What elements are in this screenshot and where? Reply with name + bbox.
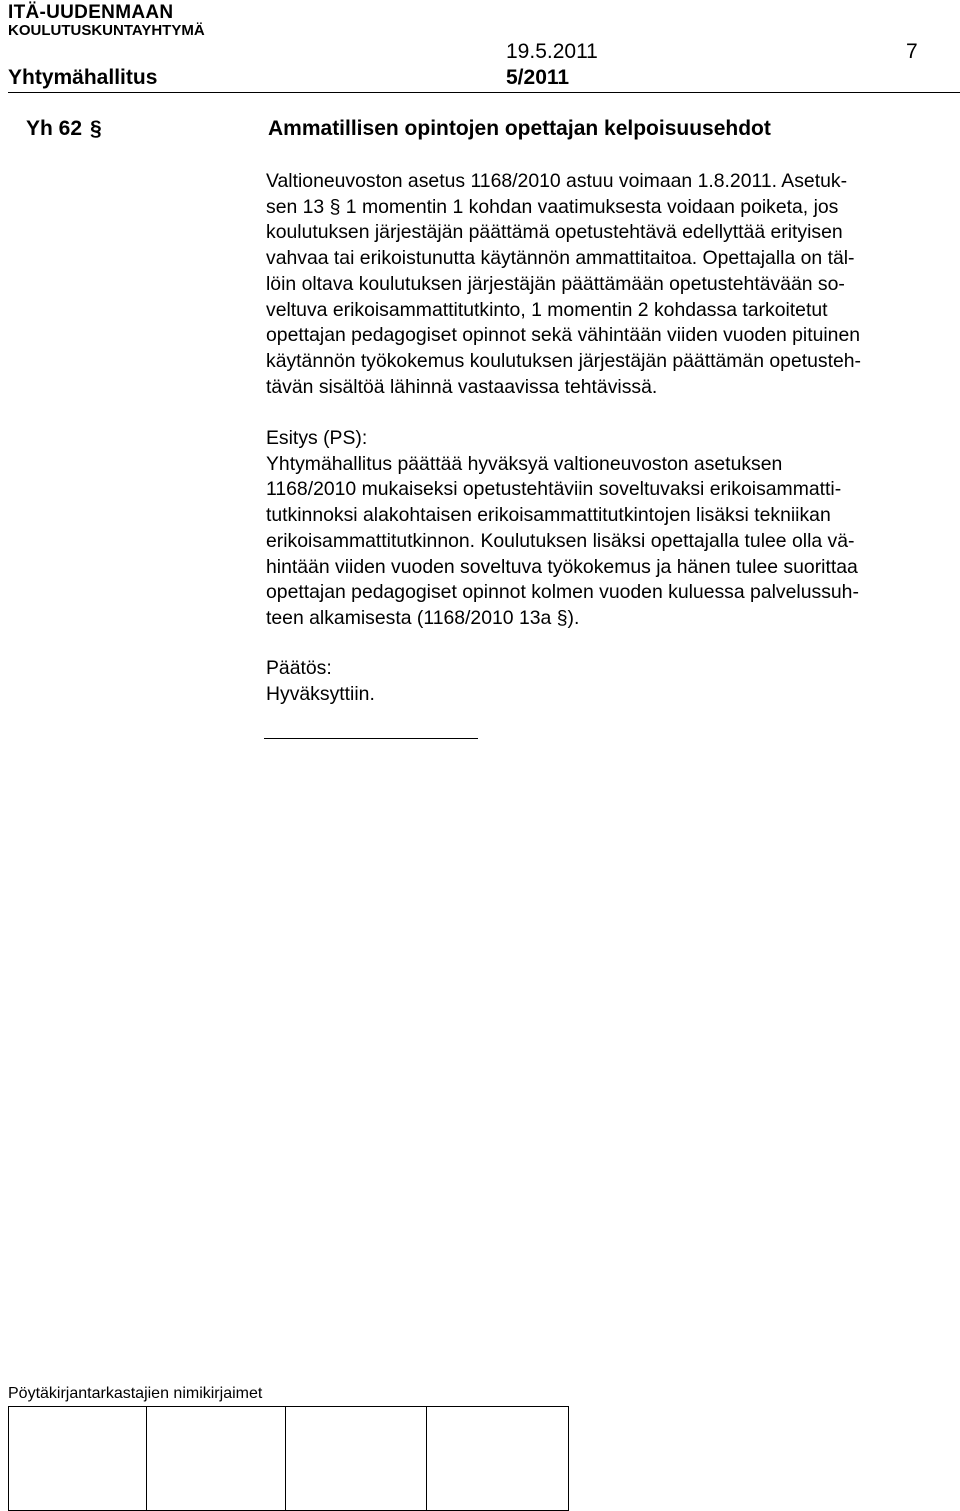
text-line: opettajan pedagogiset opinnot sekä vähintään viiden vuoden pituinen xyxy=(266,324,861,347)
section-title: Ammatillisen opintojen opettajan kelpoisuusehdot xyxy=(268,117,771,140)
footer-label: Pöytäkirjantarkastajien nimikirjaimet xyxy=(8,1385,263,1402)
proposal-label: Esitys (PS): xyxy=(266,427,368,449)
section-number: Yh 62 xyxy=(26,117,83,140)
header-divider xyxy=(8,92,960,93)
text-line: löin oltava koulutuksen järjestäjän päättämään opetustehtävään so- xyxy=(266,272,845,295)
text-line: vahvaa tai erikoistunutta käytännön ammattitaitoa. Opettajalla on täl- xyxy=(266,247,855,270)
organization-name: ITÄ-UUDENMAAN xyxy=(8,2,174,23)
body-paragraph xyxy=(266,169,861,400)
text-line: erikoisammattitutkinnon. Koulutuksen lisäksi opettajalla tulee olla vä- xyxy=(266,529,855,552)
decision-block xyxy=(266,656,375,707)
text-line: tävän sisältöä lähinnä vastaavissa tehtävissä. xyxy=(266,375,658,398)
text-line: tutkinnoksi alakohtaisen erikoisammattitutkintojen lisäksi tekniikan xyxy=(266,504,831,527)
text-line: hintään viiden vuoden soveltuva työkokemus ja hänen tulee suorittaa xyxy=(266,555,858,578)
initials-cell xyxy=(147,1407,286,1511)
text-line: 1168/2010 mukaiseksi opetustehtäviin soveltuvaksi erikoisammatti- xyxy=(266,478,842,501)
initials-cell xyxy=(286,1407,427,1511)
text-line: veltuva erikoisammattitutkinto, 1 momentin 2 kohdassa tarkoitetut xyxy=(266,298,828,321)
text-line: Yhtymähallitus päättää hyväksyä valtioneuvoston asetuksen xyxy=(266,452,783,475)
meeting-date: 19.5.2011 xyxy=(506,40,598,63)
text-line: teen alkamisesta (1168/2010 13a §). xyxy=(266,606,580,629)
decision-label: Päätös: xyxy=(266,657,332,679)
initials-cell xyxy=(427,1407,569,1511)
organization-subtitle: KOULUTUSKUNTAYHTYMÄ xyxy=(8,22,205,39)
proposal-block xyxy=(266,426,859,632)
initials-cell xyxy=(9,1407,147,1511)
initials-table xyxy=(8,1406,569,1511)
text-line: käytännön työkokemus koulutuksen järjestäjän päättämän opetusteh- xyxy=(266,349,862,372)
meeting-number: 5/2011 xyxy=(506,66,570,89)
text-line: opettajan pedagogiset opinnot kolmen vuoden kuluessa palvelussuh- xyxy=(266,581,859,604)
page-number: 7 xyxy=(906,40,918,63)
end-rule xyxy=(264,738,478,739)
text-line: sen 13 § 1 momentin 1 kohdan vaatimuksesta voidaan poiketa, jos xyxy=(266,195,839,218)
section-sign: § xyxy=(90,117,102,140)
decision-text: Hyväksyttiin. xyxy=(266,682,375,705)
text-line: koulutuksen järjestäjän päättämä opetustehtävä edellyttää erityisen xyxy=(266,221,843,244)
board-name: Yhtymähallitus xyxy=(8,66,158,89)
text-line: Valtioneuvoston asetus 1168/2010 astuu voimaan 1.8.2011. Asetuk- xyxy=(266,170,848,192)
